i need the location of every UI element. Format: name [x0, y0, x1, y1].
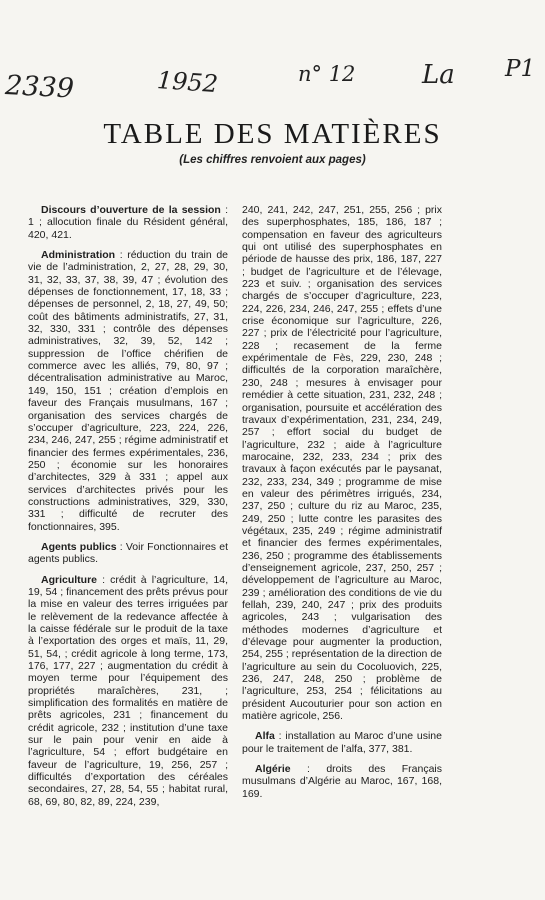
- entry-text: : 1 ; allocution finale du Résident général, 420, 421.: [28, 204, 228, 241]
- entry-heading: Administration: [41, 249, 116, 262]
- entry-text: : réduction du train de vie de l’administration, 2, 27, 28, 29, 30, 31, 32, 33, 37, 38, 39, 47 ; évolution des dépenses de fonctionnement, 17, 18, 33 ; dépenses de personnel, 2, 18, 27, 49, 50; coût des bâtiments administratifs, 27, 31, 32, 330, 331 ; contrôle des dépenses administratives, 32, 39, 52, 142 ; suppression de l’office chérifien de commerce avec les alliés, 79, 80, 97 ; décentralisation administrative au Maroc, 149, 150, 151 ; création d’emplois en faveur des Français musulmans, 167 ; organisation des services chargés de s’occuper d’agriculture, 223, 224, 226, 234, 246, 247, 255 ; régime administratif et financier des fermes expérimentales, 236, 250 ; économie sur les honoraires d’architectes, 329 à 331 ; appel aux services d’architectes privés pour les constructions administratives, 329, 330, 331 ; difficulté de recruter des fonctionnaires, 395.: [28, 249, 228, 533]
- handwritten-annotation-la: La: [422, 60, 455, 90]
- index-entry-discours: [28, 204, 228, 241]
- entry-heading: Algérie: [255, 763, 291, 776]
- entry-text: : Voir Fonctionnaires et agents publics.: [28, 540, 228, 566]
- entry-heading: Agriculture: [41, 573, 98, 586]
- entry-heading: Discours d’ouverture de la session: [41, 204, 221, 216]
- left-column: [28, 204, 228, 816]
- handwritten-annotation-p1: P1: [505, 56, 536, 82]
- handwritten-annotation-number: 2339: [4, 70, 75, 105]
- entry-text: : crédit à l’agriculture, 14, 19, 54 ; financement des prêts prévus pour la mise en valeur des terres irriguées par le relèvement de la redevance affectée à la caisse fédérale sur le produit de la taxe à l’exportation des orges et maïs, 11, 29, 51, 54, ; crédit agricole à long terme, 173, 176, 177, 227 ; augmentation du crédit à moyen terme pour l’équipement des propriétés maraîchères, 231, ; simplification des formalités en matière de prêts agricoles, 231 ; financement du crédit agricole, 232 ; institution d’une taxe sur le pain pour venir en aide à l’agriculture, 54 ; effort budgétaire en faveur de l’agriculture, 19, 256, 257 ; difficultés d’exportation des céréales secondaires, 27, 28, 54, 55 ; habitat rural, 68, 69, 80, 82, 89, 224, 239,: [28, 573, 228, 808]
- index-entry-agriculture-continued: 240, 241, 242, 247, 251, 255, 256 ; prix des superphosphates, 185, 186, 187 ; compensation en faveur des agriculteurs qui ont utilisé des superphosphates en période de hausse des prix, 186, 187, 227 ; budget de l’agriculture et de l’élevage, 223 et suiv. ; organisation des services chargés de s’occuper d’agriculture, 223, 224, 226, 234, 246, 247, 255 ; effets d’une crise économique sur l’agriculture, 226, 227 ; prix de l’électricité pour l’agriculture, 228 ; recasement de la ferme expérimentale de Fès, 229, 230, 248 ; difficultés de la corporation maraîchère, 230, 248 ; mesures à envisager pour remédier à cette situation, 231, 232, 248 ; organisation, poursuite et accélération des travaux d’expérimentation, 231, 234, 249, 257 ; effort social du budget de l’agriculture, 232 ; aide à l’agriculture marocaine, 232, 233, 234 ; prix des travaux à façon exécutés par le paysanat, 232, 233, 234, 349 ; programme de mise en valeur des périmètres irrigués, 234, 237, 250 ; culture du riz au Maroc, 235, 249, 250 ; lutte contre les parasites des végétaux, 235, 249 ; régime administratif et financier des fermes expérimentales, 236, 250 ; programme des établissements d’enseignement agricole, 237, 250, 257 ; développement de l’agriculture au Maroc, 239 ; amélioration des conditions de vie du fellah, 239, 240, 247 ; prix des produits agricoles, 243 ; vulgarisation des méthodes modernes d’agriculture et d’élevage pour augmenter la production, 254, 255 ; représentation de la direction de l’agriculture au sein du Cocoluovich, 225, 236, 247, 248, 250 ; problème de l’agriculture, 253, 254 ; félicitations au président Aucouturier pour son action en matière agricole, 256.: [242, 204, 442, 723]
- page-subtitle: (Les chiffres renvoient aux pages): [179, 154, 366, 166]
- index-entry-agriculture: [28, 574, 228, 809]
- index-entry-alfa: [242, 730, 442, 755]
- entry-text: : droits des Français musulmans d’Algérie au Maroc, 167, 168, 169.: [242, 763, 442, 800]
- entry-text: : installation au Maroc d’une usine pour le traitement de l’alfa, 377, 381.: [242, 730, 442, 755]
- index-entry-administration: [28, 249, 228, 533]
- entry-heading: Alfa: [255, 730, 275, 743]
- right-column: [242, 204, 442, 808]
- page-title: TABLE DES MATIÈRES: [103, 118, 442, 150]
- entry-heading: Agents publics: [41, 540, 117, 553]
- handwritten-annotation-year: 1952: [156, 66, 219, 99]
- index-entry-agents-publics: [28, 541, 228, 566]
- index-entry-algerie: [242, 763, 442, 800]
- handwritten-annotation-issue: n° 12: [298, 62, 356, 86]
